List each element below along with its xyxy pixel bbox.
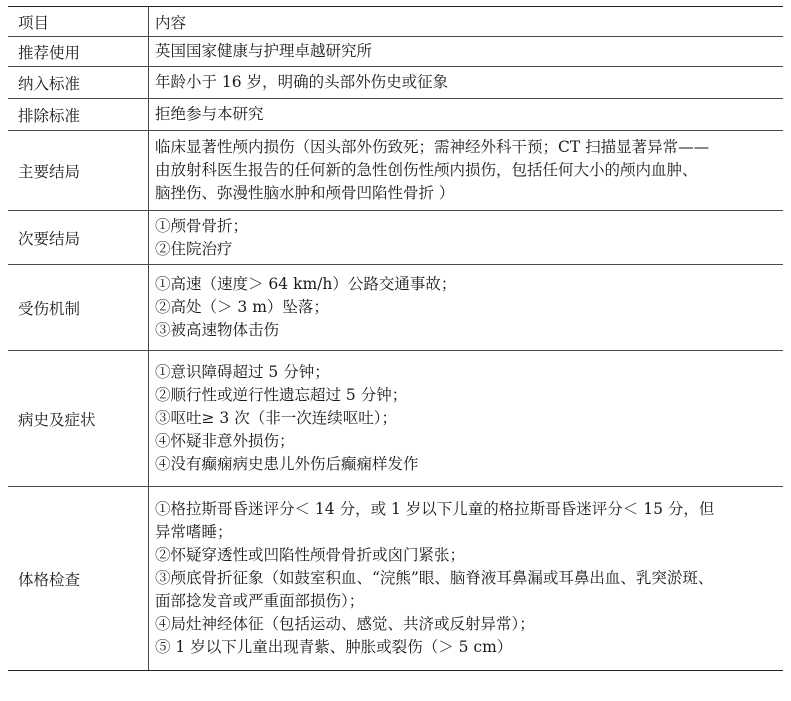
- table-row: [8, 211, 783, 265]
- content-line: ①高速（速度＞ 64 km/h）公路交通事故；: [155, 275, 457, 293]
- content-line: 由放射科医生报告的任何新的急性创伤性颅内损伤，包括任何大小的颅内血肿、: [155, 161, 698, 179]
- row-label: 体格检查: [8, 487, 149, 671]
- row-label: 次要结局: [8, 211, 149, 265]
- row-label: 纳入标准: [8, 67, 149, 99]
- content-line: ④没有癫痫病史患儿外伤后癫痫样发作: [155, 455, 419, 473]
- content-line: ①格拉斯哥昏迷评分＜ 14 分，或 1 岁以下儿童的格拉斯哥昏迷评分＜ 15 分，但: [155, 500, 715, 518]
- content-line: 拒绝参与本研究: [155, 105, 264, 123]
- row-content: [149, 487, 784, 671]
- content-line: ③被高速物体击伤: [155, 321, 280, 339]
- content-line: ④局灶神经体征（包括运动、感觉、共济或反射异常）；: [155, 615, 535, 633]
- content-line: 脑挫伤、弥漫性脑水肿和颅骨凹陷性骨折 ）: [155, 184, 455, 202]
- row-label: 推荐使用: [8, 37, 149, 67]
- table-header-row: [8, 7, 783, 37]
- content-line: ②怀疑穿透性或凹陷性颅骨骨折或囟门紧张；: [155, 546, 466, 564]
- content-line: ③颅底骨折征象（如鼓室积血、“浣熊”眼、脑脊液耳鼻漏或耳鼻出血、乳突淤斑、: [155, 569, 714, 587]
- content-line: 临床显著性颅内损伤（因头部外伤致死；需神经外科干预；CT 扫描显著异常——: [155, 138, 710, 156]
- content-line: ②高处（＞ 3 m）坠落；: [155, 298, 329, 316]
- content-line: 年龄小于 16 岁，明确的头部外伤史或征象: [155, 73, 449, 91]
- header-content: 内容: [149, 7, 784, 37]
- table-row: [8, 351, 783, 487]
- content-line: ③呕吐≥ 3 次（非一次连续呕吐）；: [155, 409, 397, 427]
- row-label: 受伤机制: [8, 265, 149, 351]
- table-row: [8, 265, 783, 351]
- criteria-table: [8, 6, 783, 671]
- table-row: [8, 67, 783, 99]
- content-line: ①意识障碍超过 5 分钟；: [155, 363, 330, 381]
- row-content: [149, 99, 784, 131]
- table-row: [8, 487, 783, 671]
- table-row: [8, 131, 783, 211]
- content-line: 异常嗜睡；: [155, 523, 233, 541]
- content-line: 英国国家健康与护理卓越研究所: [155, 42, 373, 60]
- row-content: [149, 131, 784, 211]
- content-line: 面部捻发音或严重面部损伤）；: [155, 592, 365, 610]
- row-content: [149, 211, 784, 265]
- table-row: [8, 37, 783, 67]
- content-line: ⑤ 1 岁以下儿童出现青紫、肿胀或裂伤（＞ 5 cm）: [155, 638, 513, 656]
- row-label: 排除标准: [8, 99, 149, 131]
- content-line: ④怀疑非意外损伤；: [155, 432, 295, 450]
- table-row: [8, 99, 783, 131]
- content-line: ②顺行性或逆行性遗忘超过 5 分钟；: [155, 386, 408, 404]
- content-line: ①颅骨骨折；: [155, 216, 249, 235]
- row-content: [149, 67, 784, 99]
- row-content: [149, 351, 784, 487]
- row-content: [149, 265, 784, 351]
- content-line: ②住院治疗: [155, 239, 233, 258]
- row-label: 病史及症状: [8, 351, 149, 487]
- row-content: [149, 37, 784, 67]
- header-item: 项目: [8, 7, 149, 37]
- row-label: 主要结局: [8, 131, 149, 211]
